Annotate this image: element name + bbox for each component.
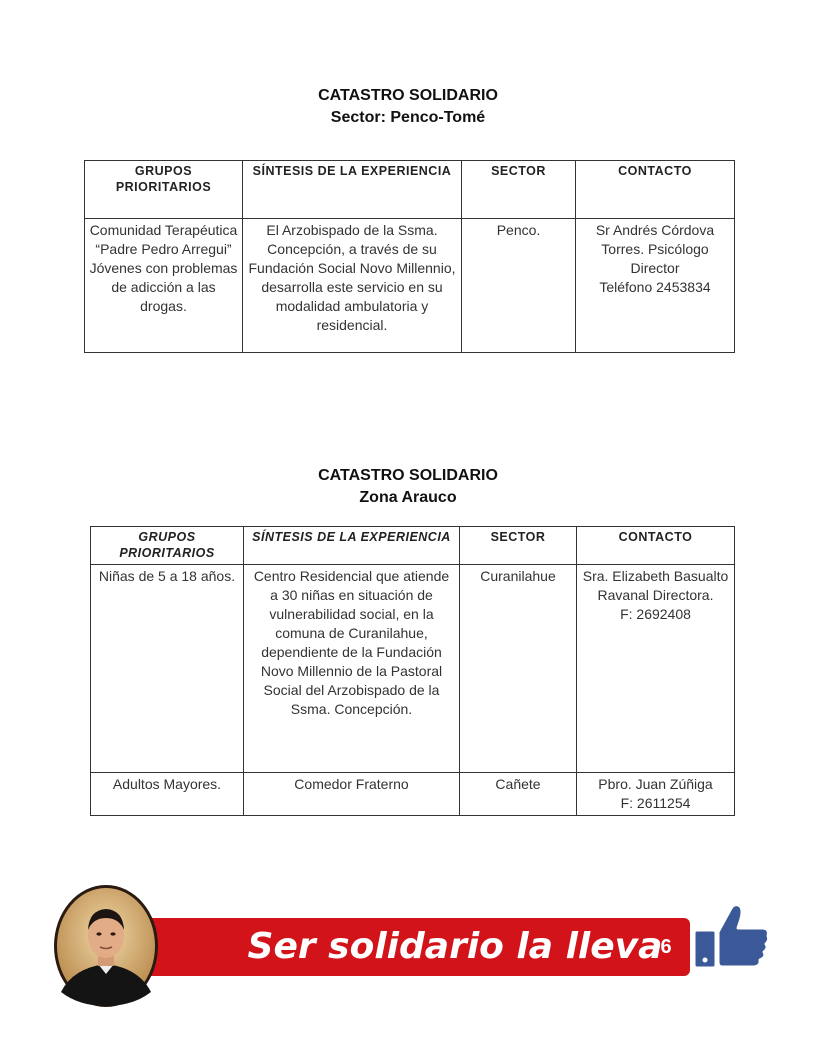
cell-sector: Penco. xyxy=(462,219,576,353)
cell-grupos: Comunidad Terapéutica “Padre Pedro Arregui” Jóvenes con problemas de adicción a las drogas. xyxy=(85,219,243,353)
header-sector: SECTOR xyxy=(460,527,577,565)
header-contacto: CONTACTO xyxy=(576,161,735,219)
thumbs-up-icon xyxy=(690,900,774,972)
header-sintesis: SÍNTESIS DE LA EXPERIENCIA xyxy=(244,527,460,565)
contacto-name: Sra. Elizabeth Basualto Ravanal Directora. xyxy=(582,568,729,603)
cell-contacto xyxy=(576,219,735,353)
contacto-phone: Teléfono 2453834 xyxy=(599,279,711,295)
table-header-row xyxy=(91,527,735,565)
section2-title: CATASTRO SOLIDARIO xyxy=(318,467,498,484)
table-row xyxy=(91,565,735,773)
cell-sintesis: Comedor Fraterno xyxy=(244,773,460,816)
contacto-phone: F: 2611254 xyxy=(620,795,691,811)
contacto-phone: F: 2692408 xyxy=(620,606,691,622)
table-row xyxy=(91,773,735,816)
header-sector: SECTOR xyxy=(462,161,576,219)
footer-banner xyxy=(100,918,690,976)
section2-subtitle: Zona Arauco xyxy=(359,489,457,506)
cell-sector: Curanilahue xyxy=(460,565,577,773)
section1-table xyxy=(84,160,735,353)
header-grupos: GRUPOS PRIORITARIOS xyxy=(91,527,244,565)
table-header-row xyxy=(85,161,735,219)
cell-sintesis: Centro Residencial que atiende a 30 niñas en situación de vulnerabilidad social, en la comuna de Curanilahue, dependiente de la Fundación Novo Millennio de la Pastoral Social del Arzobispado de la Ssma. Concepción. xyxy=(244,565,460,773)
section1-title: CATASTRO SOLIDARIO xyxy=(318,87,498,104)
section2-table xyxy=(90,526,735,816)
table-row xyxy=(85,219,735,353)
footer-slogan: Ser solidario la lleva xyxy=(247,926,663,967)
section1-subtitle: Sector: Penco-Tomé xyxy=(330,109,486,126)
cell-grupos: Adultos Mayores. xyxy=(91,773,244,816)
header-contacto: CONTACTO xyxy=(577,527,735,565)
cell-contacto xyxy=(577,773,735,816)
cell-sintesis: El Arzobispado de la Ssma. Concepción, a través de su Fundación Social Novo Millennio, desarrolla este servicio en su modalidad ambulatoria y residencial. xyxy=(243,219,462,353)
contacto-name: Pbro. Juan Zúñiga xyxy=(598,776,713,792)
header-grupos: GRUPOS PRIORITARIOS xyxy=(85,161,243,219)
page-number: 6 xyxy=(660,936,672,958)
contacto-name: Sr Andrés Córdova Torres. Psicólogo Director xyxy=(595,222,715,276)
portrait-medallion xyxy=(53,884,159,1008)
header-sintesis: SÍNTESIS DE LA EXPERIENCIA xyxy=(243,161,462,219)
cell-contacto xyxy=(577,565,735,773)
cell-grupos: Niñas de 5 a 18 años. xyxy=(91,565,244,773)
cell-sector: Cañete xyxy=(460,773,577,816)
